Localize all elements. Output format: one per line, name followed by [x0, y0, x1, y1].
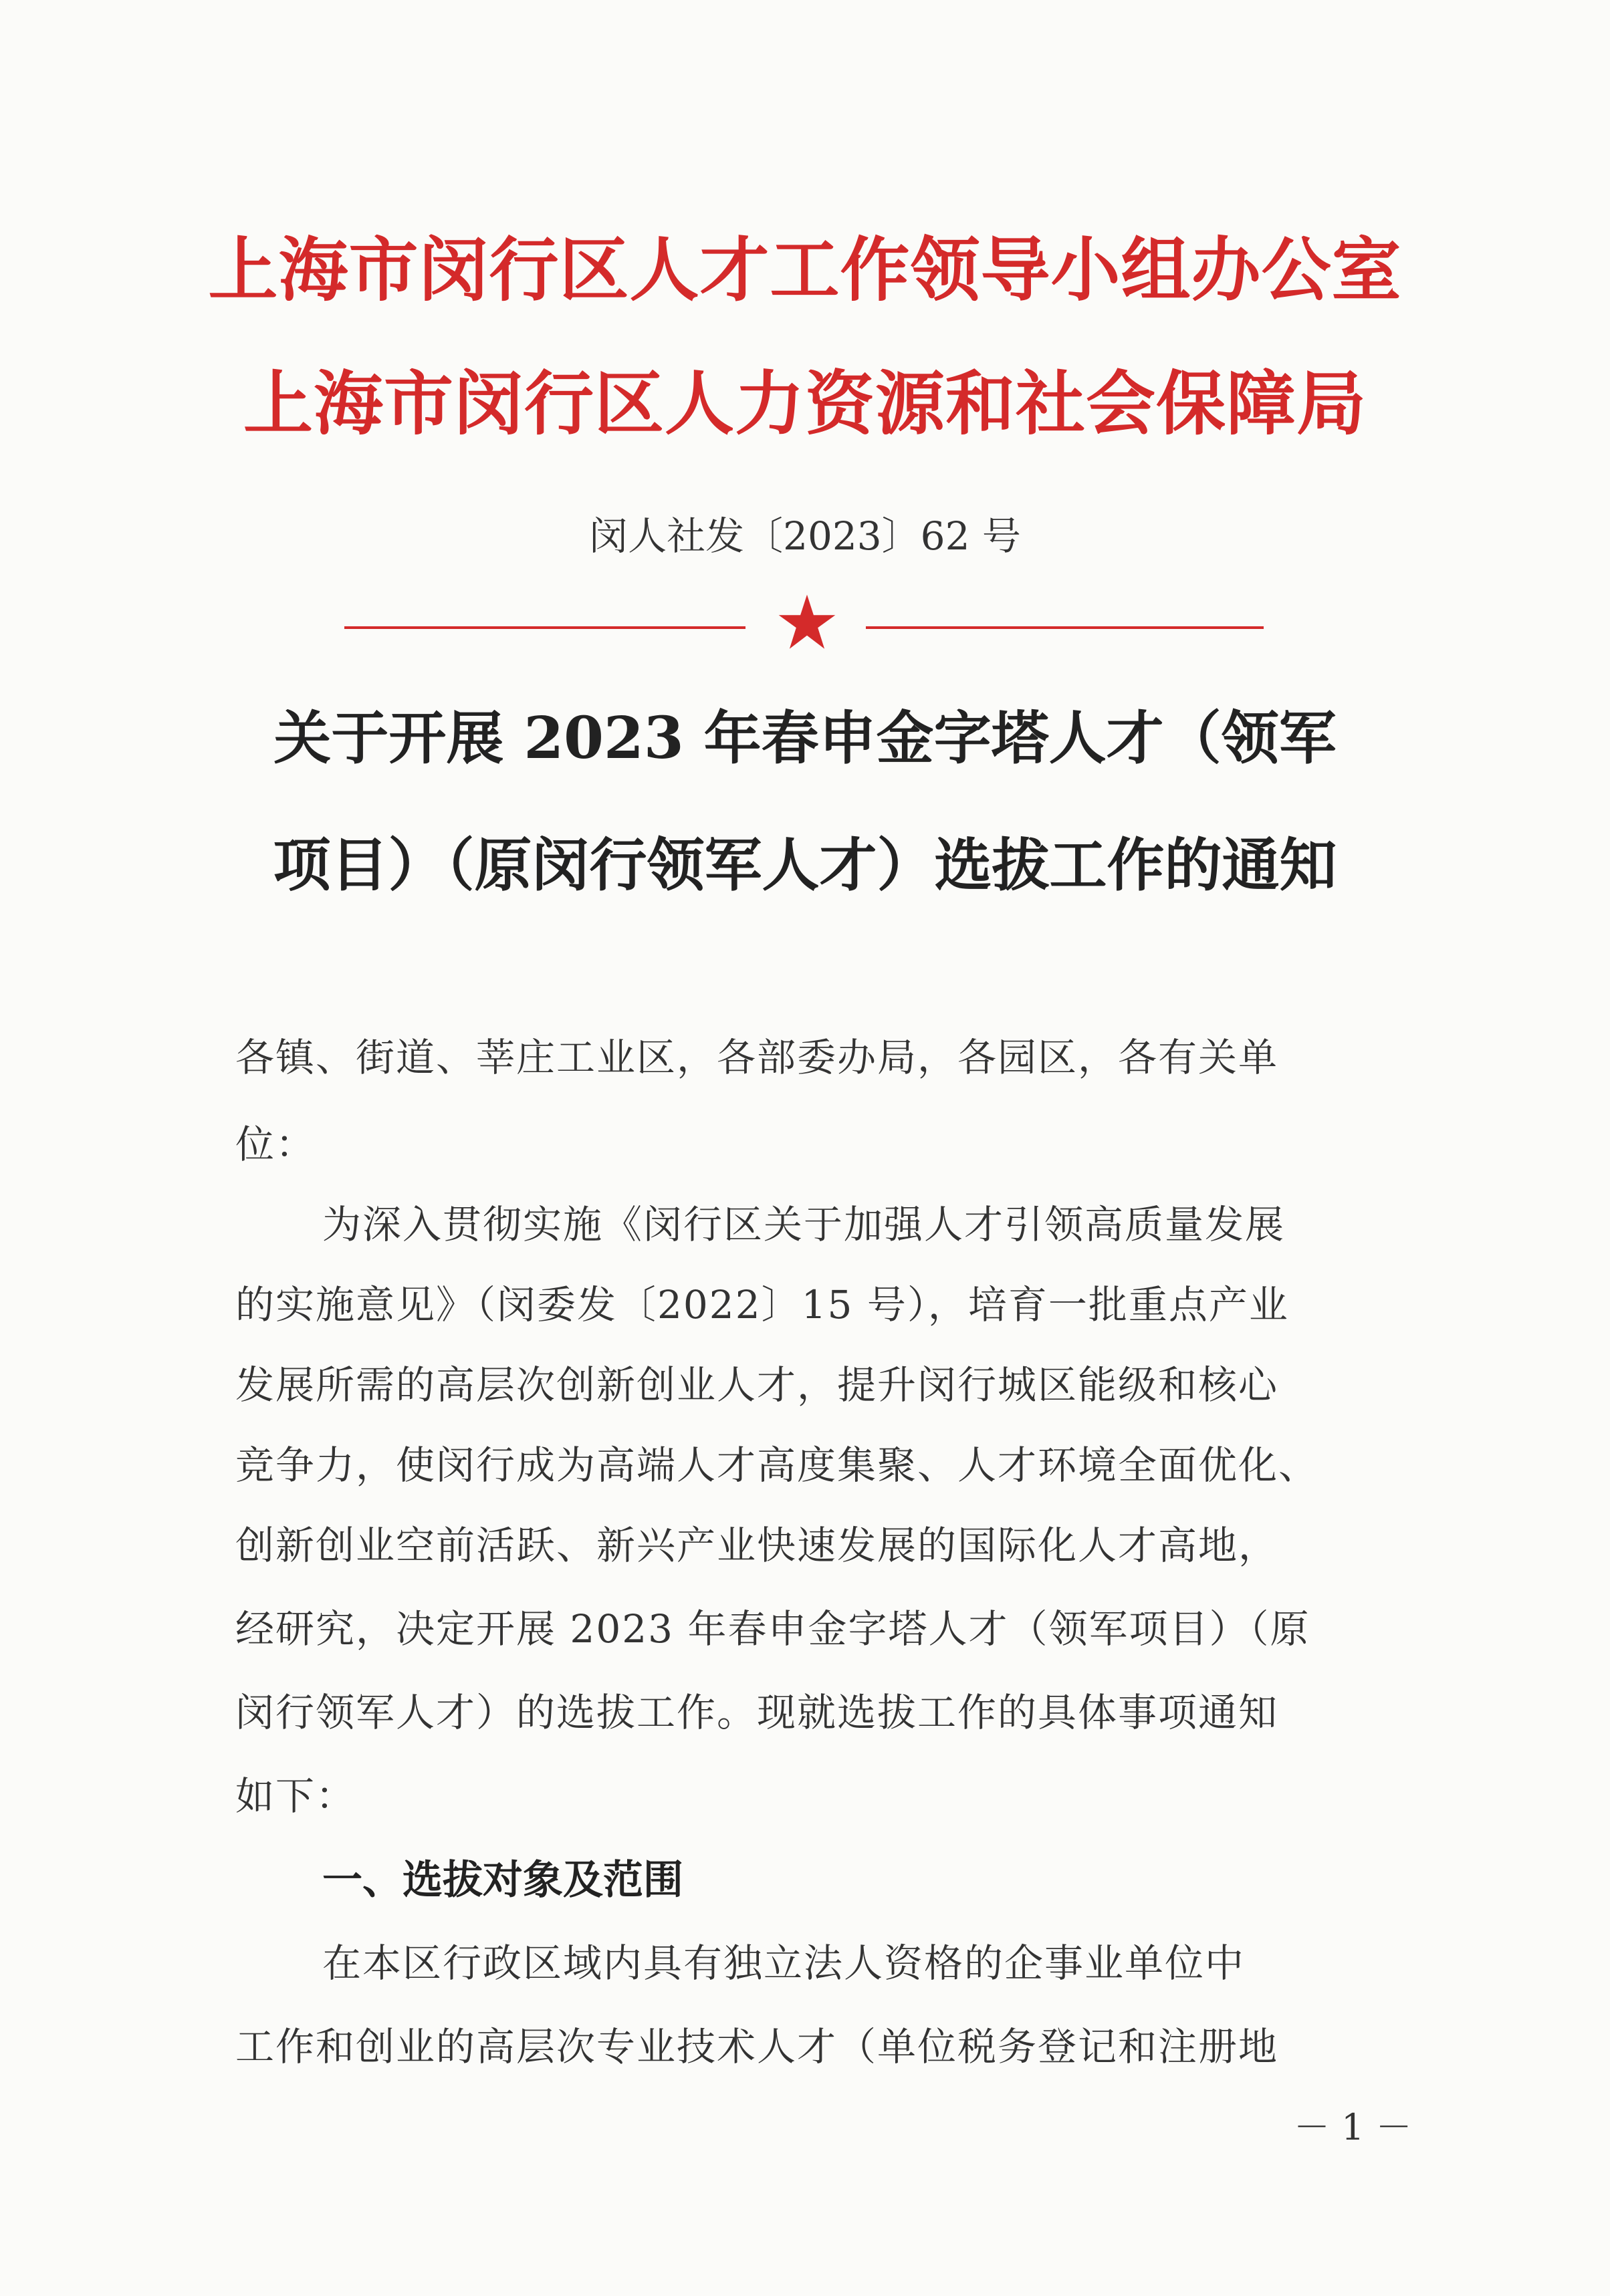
- notice-title-line-1: 关于开展 2023 年春申金字塔人才（领军: [273, 705, 1337, 772]
- section-heading: 一、选拔对象及范围: [322, 1857, 683, 1904]
- paragraph-line: 经研究，决定开展 2023 年春申金字塔人才（领军项目）（原: [235, 1606, 1310, 1652]
- paragraph-line: 如下：: [235, 1773, 356, 1819]
- red-divider-right: [866, 626, 1264, 629]
- red-star-icon: [777, 592, 837, 652]
- addressee-line: 各镇、街道、莘庄工业区，各部委办局，各园区，各有关单: [235, 1035, 1279, 1080]
- issuer-line-1: 上海市闵行区人才工作领导小组办公室: [208, 229, 1402, 311]
- red-divider-left: [344, 626, 745, 629]
- section-paragraph-line: 工作和创业的高层次专业技术人才（单位税务登记和注册地: [235, 2024, 1279, 2069]
- paragraph-line: 为深入贯彻实施《闵行区关于加强人才引领高质量发展: [322, 1202, 1286, 1247]
- paragraph-line: 发展所需的高层次创新创业人才，提升闵行城区能级和核心: [235, 1362, 1279, 1408]
- addressee-line: 位：: [235, 1122, 316, 1167]
- paragraph-line: 竞争力，使闵行成为高端人才高度集聚、人才环境全面优化、: [235, 1442, 1319, 1488]
- paragraph-line: 的实施意见》（闵委发〔2022〕15 号），培育一批重点产业: [235, 1282, 1289, 1327]
- paragraph-line: 创新创业空前活跃、新兴产业快速发展的国际化人才高地，: [235, 1523, 1279, 1568]
- section-paragraph-line: 在本区行政区域内具有独立法人资格的企事业单位中: [322, 1940, 1246, 1986]
- notice-title-line-2: 项目）（原闵行领军人才）选拔工作的通知: [273, 832, 1337, 899]
- issuer-line-2: 上海市闵行区人力资源和社会保障局: [243, 362, 1367, 444]
- document-number: 闵人社发〔2023〕62 号: [589, 513, 1021, 559]
- paragraph-line: 闵行领军人才）的选拔工作。现就选拔工作的具体事项通知: [235, 1690, 1279, 1735]
- page-number: － 1 －: [1294, 2106, 1412, 2148]
